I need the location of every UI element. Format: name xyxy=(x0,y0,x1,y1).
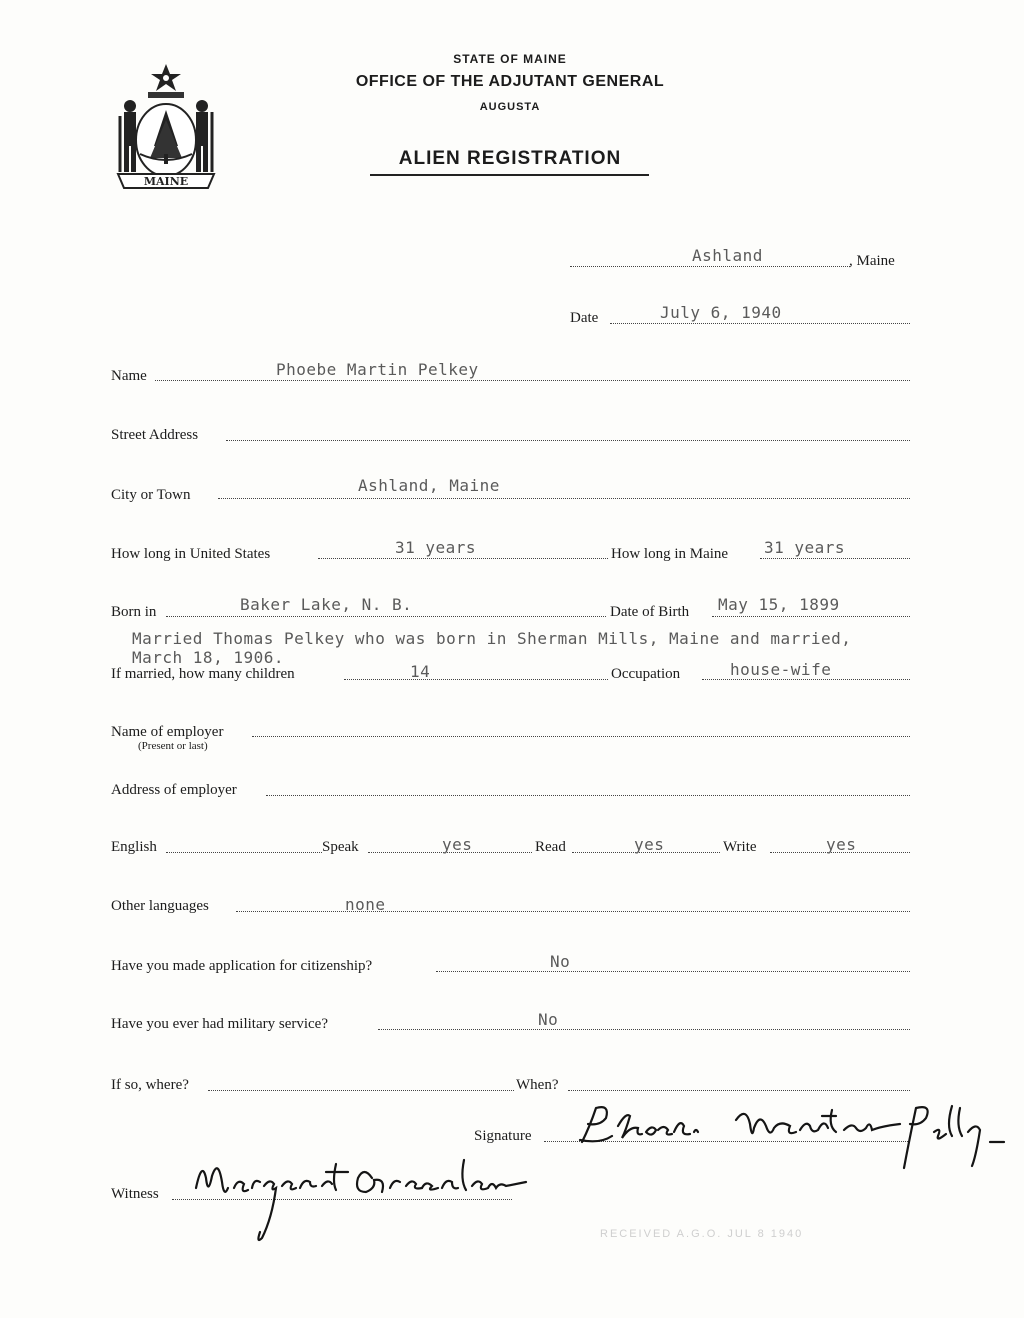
citizenship-label: Have you made application for citizenship? xyxy=(111,958,373,974)
write-value: yes xyxy=(826,835,857,854)
location-value: Ashland xyxy=(692,246,763,265)
children-label: If married, how many children xyxy=(111,666,295,682)
signature-text: Phoebe Martin Pelkey xyxy=(560,1096,572,1097)
applicant-signature xyxy=(560,1096,1020,1176)
name-label: Name xyxy=(111,368,147,384)
military-label: Have you ever had military service? xyxy=(111,1016,328,1032)
marriage-note-line2: March 18, 1906. xyxy=(132,648,284,667)
if-so-where-label: If so, where? xyxy=(111,1077,189,1093)
occupation-line xyxy=(702,679,910,680)
speak-label: Speak xyxy=(322,839,359,855)
signature-label: Signature xyxy=(474,1128,532,1144)
english-line xyxy=(166,852,322,853)
date-value: July 6, 1940 xyxy=(660,303,782,322)
born-value: Baker Lake, N. B. xyxy=(240,595,413,614)
name-value: Phoebe Martin Pelkey xyxy=(276,360,479,379)
header-state: STATE OF MAINE xyxy=(453,52,567,66)
other-languages-value: none xyxy=(345,895,386,914)
header-city: AUGUSTA xyxy=(479,101,541,113)
seal-ribbon-text: MAINE xyxy=(143,175,189,188)
marriage-note-line1: Married Thomas Pelkey who was born in Sherman Mills, Maine and married, xyxy=(132,629,852,648)
military-value: No xyxy=(538,1010,559,1029)
employer-label: Name of employer xyxy=(111,724,224,740)
born-label: Born in xyxy=(111,604,157,620)
dob-value: May 15, 1899 xyxy=(718,595,840,614)
occupation-label: Occupation xyxy=(611,666,681,682)
maine-duration-line xyxy=(760,558,910,559)
when-line xyxy=(568,1090,910,1091)
speak-value: yes xyxy=(442,835,473,854)
maine-duration-value: 31 years xyxy=(764,538,846,557)
employer-address-line xyxy=(266,795,910,796)
us-duration-line xyxy=(318,558,608,559)
location-line xyxy=(570,266,850,267)
location-suffix: , Maine xyxy=(849,253,895,269)
when-label: When? xyxy=(516,1077,559,1093)
witness-label: Witness xyxy=(111,1186,159,1202)
witness-signature xyxy=(176,1148,536,1244)
dob-label: Date of Birth xyxy=(610,604,690,620)
maine-duration-label: How long in Maine xyxy=(611,546,729,562)
date-label: Date xyxy=(570,310,599,326)
dob-line xyxy=(712,616,910,617)
where-line xyxy=(208,1090,514,1091)
other-languages-label: Other languages xyxy=(111,898,209,914)
employer-address-label: Address of employer xyxy=(111,782,237,798)
maine-state-seal-icon xyxy=(110,62,222,190)
witness-text: Margaret Greenlaw xyxy=(176,1148,187,1149)
street-line xyxy=(226,440,910,441)
city-label: City or Town xyxy=(111,487,191,503)
city-line xyxy=(218,498,910,499)
us-duration-label: How long in United States xyxy=(111,546,271,562)
read-label: Read xyxy=(535,839,566,855)
city-value: Ashland, Maine xyxy=(358,476,500,495)
employer-sublabel: (Present or last) xyxy=(138,740,208,752)
form-title: ALIEN REGISTRATION xyxy=(398,148,622,169)
children-line xyxy=(344,679,608,680)
title-underline xyxy=(370,174,649,176)
street-label: Street Address xyxy=(111,427,199,443)
date-line xyxy=(610,323,910,324)
citizenship-line xyxy=(436,971,910,972)
other-languages-line xyxy=(236,911,910,912)
read-value: yes xyxy=(634,835,665,854)
employer-line xyxy=(252,736,910,737)
english-label: English xyxy=(111,839,157,855)
write-label: Write xyxy=(723,839,757,855)
name-line xyxy=(155,380,910,381)
military-line xyxy=(378,1029,910,1030)
born-line xyxy=(166,616,606,617)
occupation-value: house-wife xyxy=(730,660,832,679)
children-value: 14 xyxy=(410,662,431,681)
citizenship-value: No xyxy=(550,952,571,971)
us-duration-value: 31 years xyxy=(395,538,477,557)
header-office: OFFICE OF THE ADJUTANT GENERAL xyxy=(355,73,665,90)
received-stamp: RECEIVED A.G.O. JUL 8 1940 xyxy=(600,1228,804,1240)
